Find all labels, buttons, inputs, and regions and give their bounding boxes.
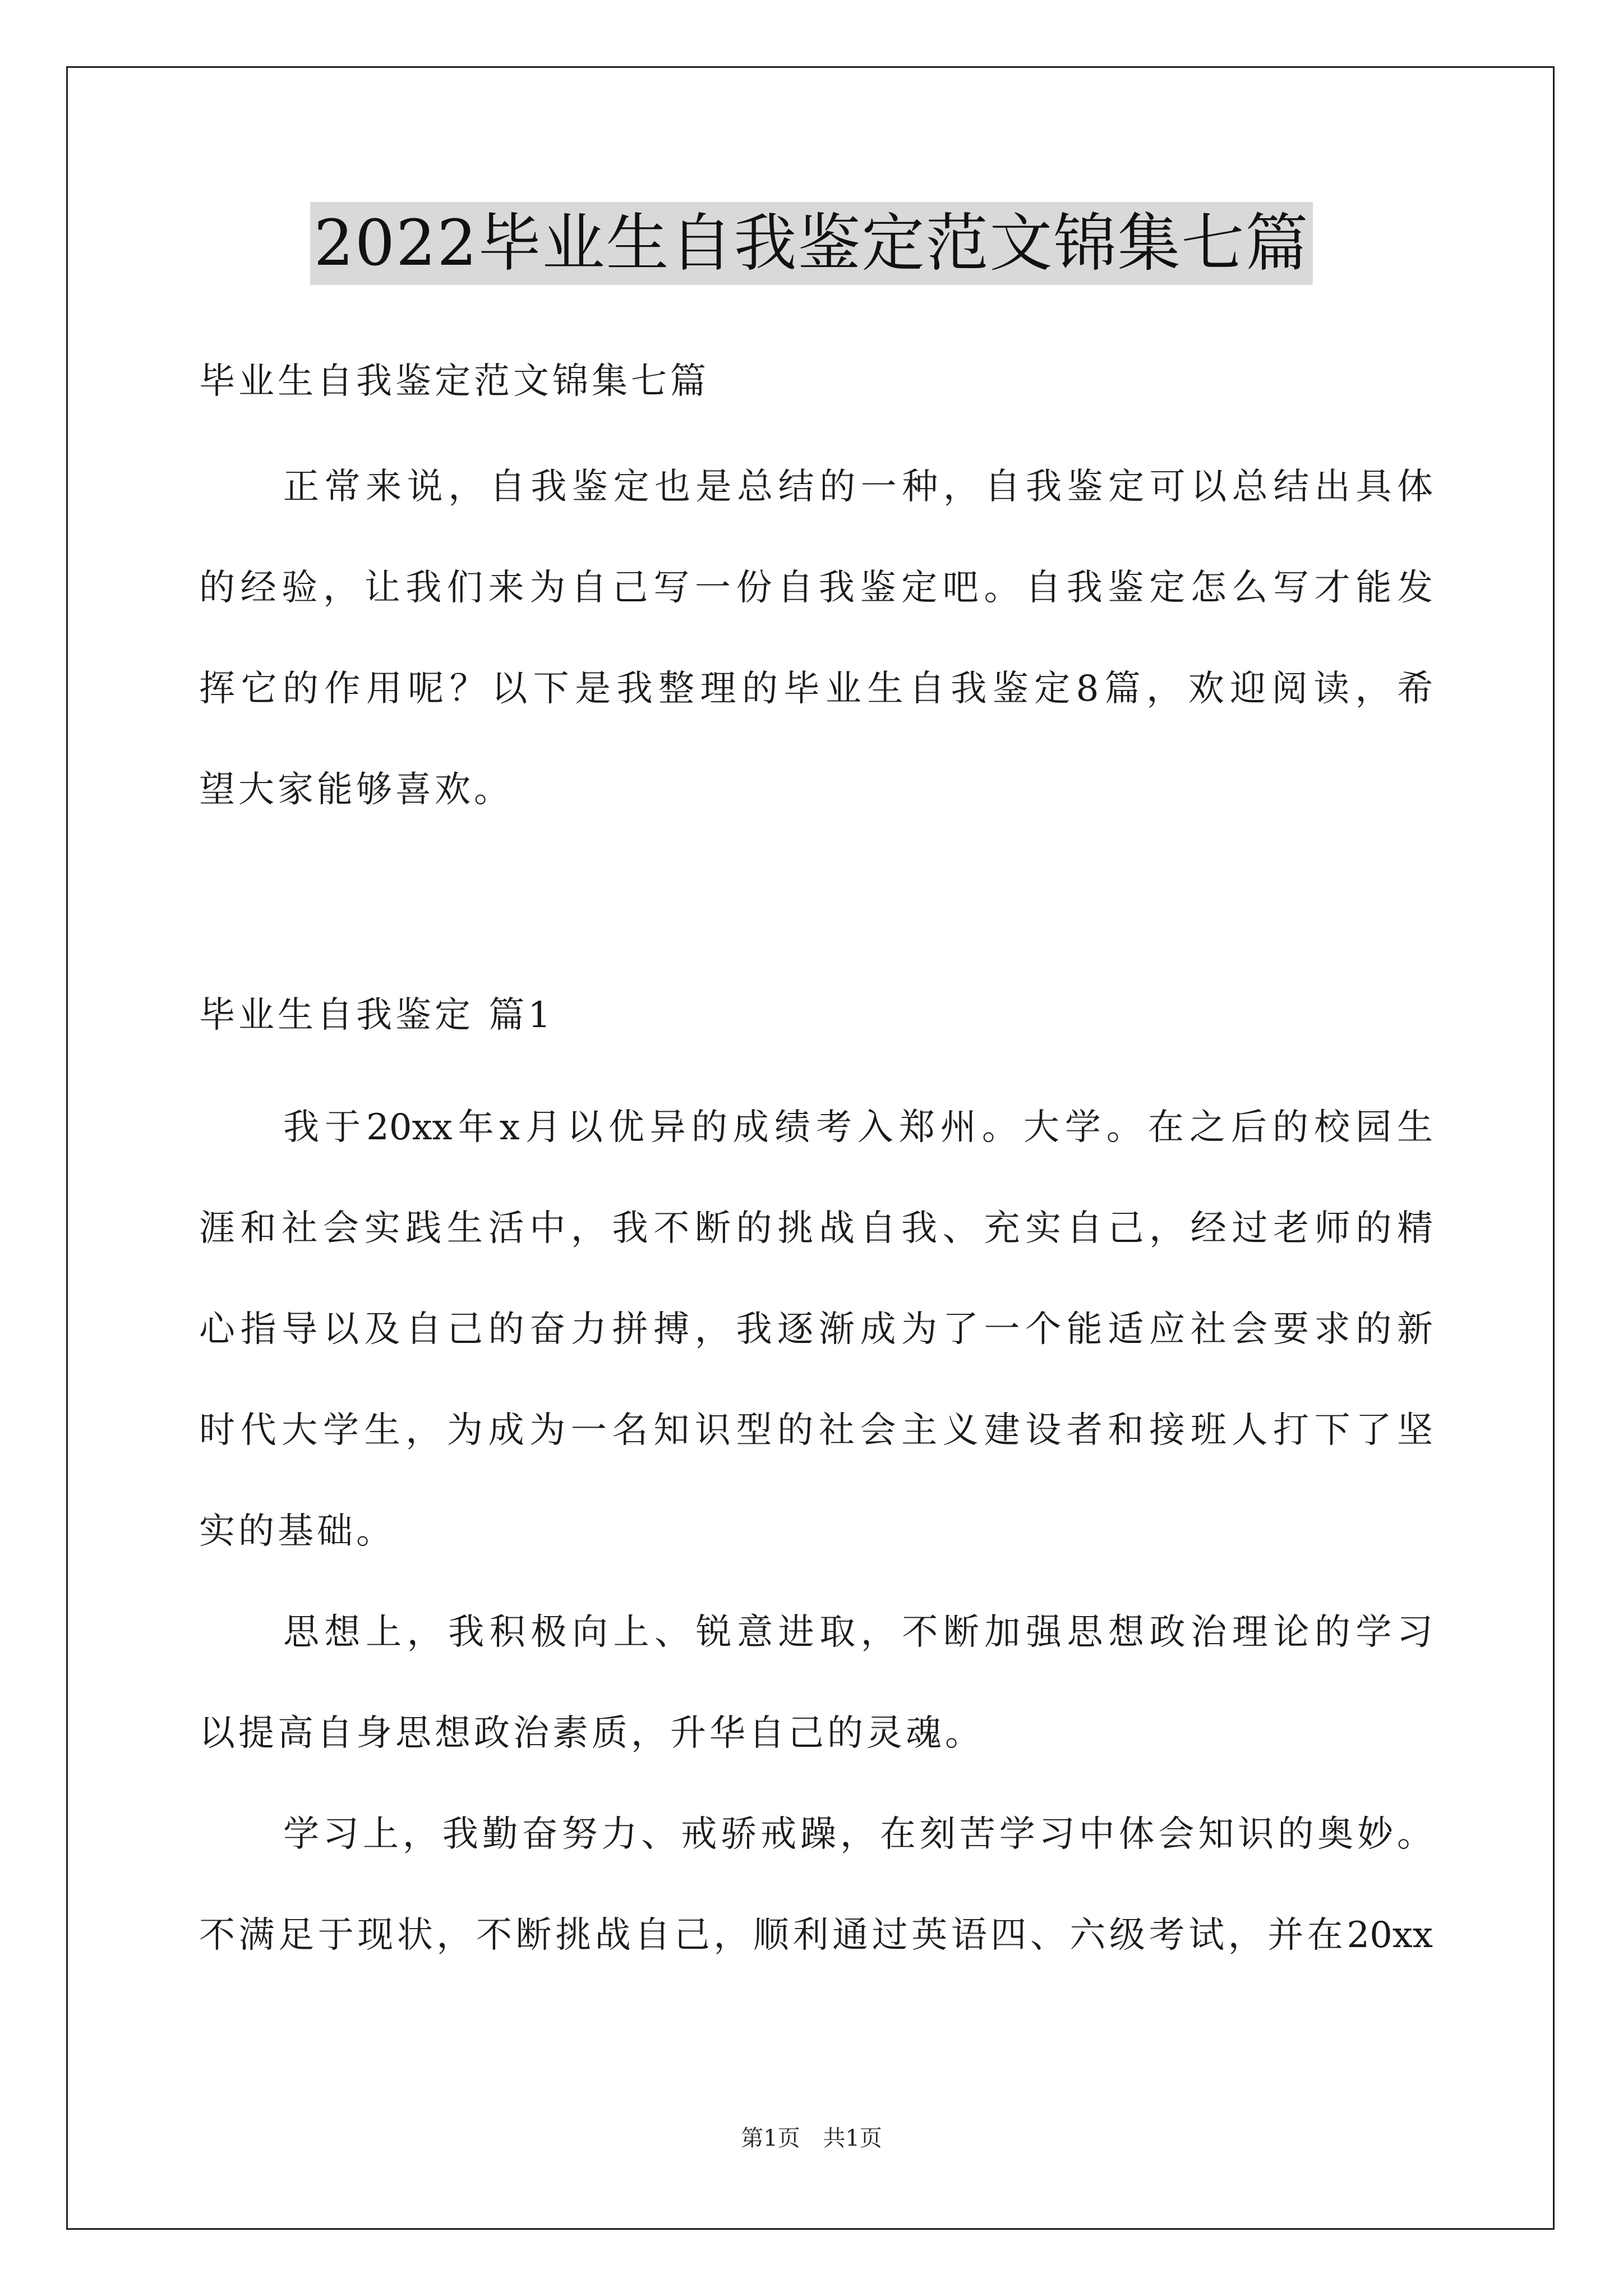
page-number-total: 共1页	[823, 2125, 882, 2151]
document-subtitle: 毕业生自我鉴定范文锦集七篇	[199, 361, 709, 402]
para1-line-3: 心指导以及自己的奋力拼搏，我逐渐成为了一个能适应社会要求的新	[199, 1309, 1433, 1350]
intro-line-2: 的经验，让我们来为自己写一份自我鉴定吧。自我鉴定怎么写才能发	[199, 567, 1433, 609]
para1-line-1: 我于20xx年x月以优异的成绩考入郑州。大学。在之后的校园生	[283, 1107, 1433, 1148]
page-footer	[0, 2120, 1623, 2152]
page-number-current: 第1页	[741, 2125, 800, 2151]
document-title: 2022毕业生自我鉴定范文锦集七篇	[310, 202, 1312, 285]
title-wrap	[0, 202, 1623, 285]
intro-line-3: 挥它的作用呢？以下是我整理的毕业生自我鉴定8篇，欢迎阅读，希	[199, 668, 1433, 710]
para3-line-2: 不满足于现状，不断挑战自己，顺利通过英语四、六级考试，并在20xx	[199, 1915, 1433, 1956]
intro-line-4: 望大家能够喜欢。	[199, 769, 513, 811]
intro-line-1: 正常来说，自我鉴定也是总结的一种，自我鉴定可以总结出具体	[283, 466, 1433, 508]
para1-line-2: 涯和社会实践生活中，我不断的挑战自我、充实自己，经过老师的精	[199, 1208, 1433, 1249]
para3-line-1: 学习上，我勤奋努力、戒骄戒躁，在刻苦学习中体会知识的奥妙。	[283, 1814, 1433, 1855]
para1-line-4: 时代大学生，为成为一名知识型的社会主义建设者和接班人打下了坚	[199, 1410, 1433, 1451]
para2-line-2: 以提高自身思想政治素质，升华自己的灵魂。	[199, 1713, 984, 1754]
para2-line-1: 思想上，我积极向上、锐意进取，不断加强思想政治理论的学习	[283, 1612, 1433, 1653]
para1-line-5: 实的基础。	[199, 1511, 395, 1552]
section-heading: 毕业生自我鉴定 篇1	[199, 995, 555, 1036]
